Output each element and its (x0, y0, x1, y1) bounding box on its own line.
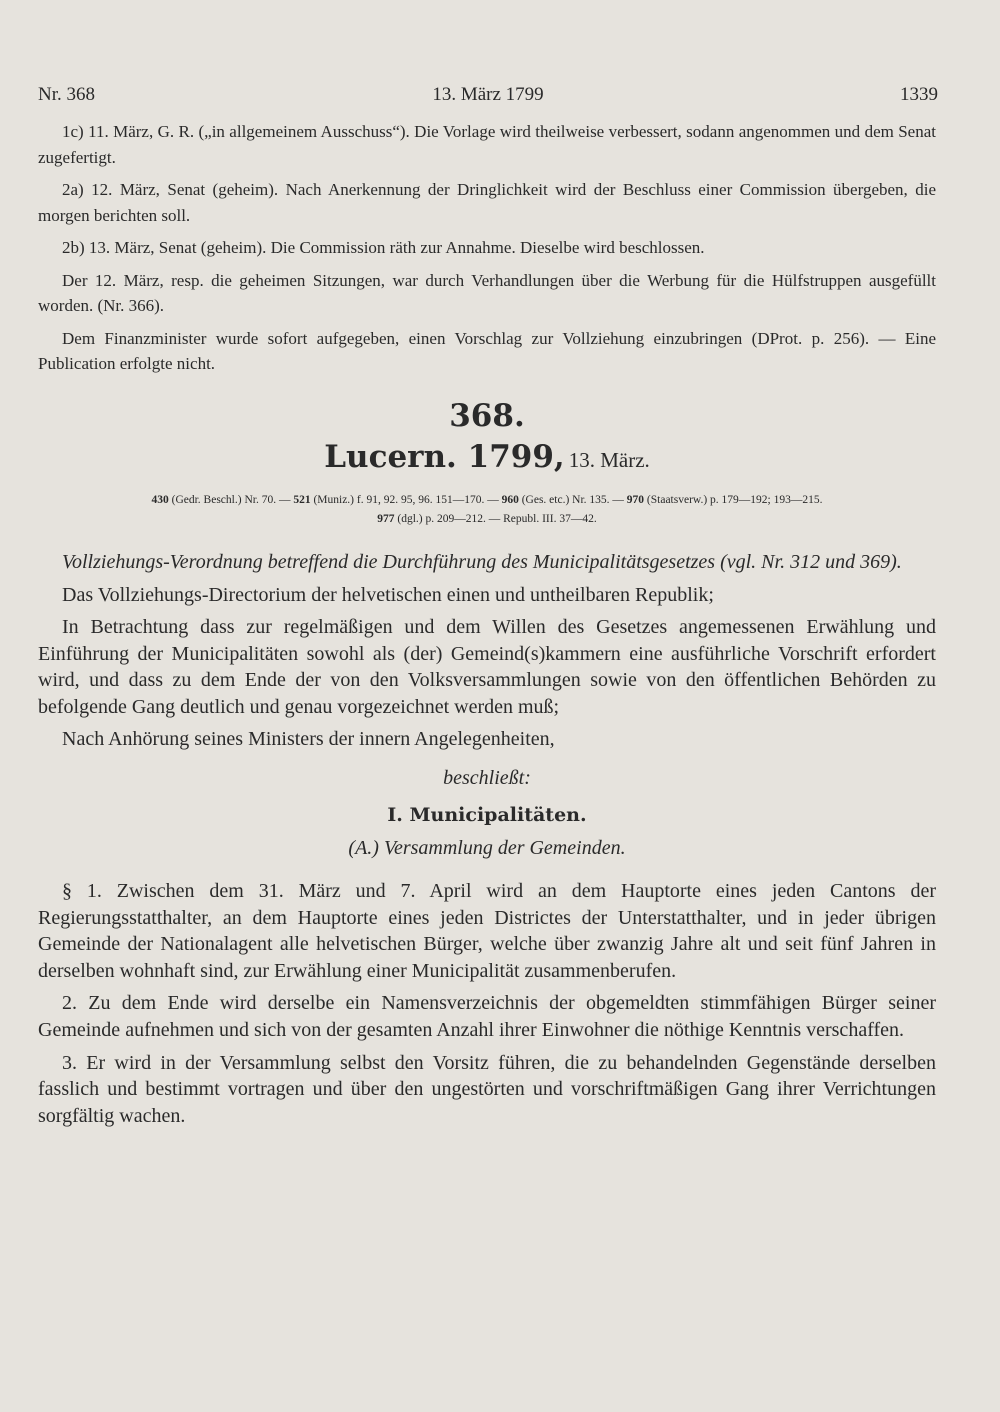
source-text: (Ges. etc.) Nr. 135. — (521, 493, 624, 506)
source-number: 970 (626, 493, 645, 506)
document-number: 368. (449, 397, 525, 434)
page-body (38, 119, 936, 1135)
resolves-heading: beschließt: (443, 767, 531, 790)
preamble-paragraph: 2a) 12. März, Senat (geheim). Nach Anerkennung der Dringlichkeit wird der Beschluss einer Commission übergeben, die morgen berichten soll. (38, 180, 936, 225)
source-text: (Staatsverw.) p. 179—192; 193—215. (646, 493, 823, 506)
section-heading: I. Municipalitäten. (387, 804, 587, 827)
source-line (38, 510, 936, 529)
running-header (38, 84, 938, 110)
body-paragraph: In Betrachtung dass zur regelmäßigen und dem Willen des Gesetzes angemessenen Erwählung und Einführung der Municipalitäten sowohl als (der) Gemeind(s)kammern eine ausführliche Vorschrift erfordert wird, und dass zu dem Ende der von den Volksversammlungen sowie von den öffentlichen Behörden zu befolgende Gang deutlich und genau vorgezeichnet werden muß; (38, 616, 936, 718)
source-number: 977 (377, 512, 395, 525)
subsection-heading: (A.) Versammlung der Gemeinden. (348, 837, 626, 860)
document-place-date (38, 438, 936, 482)
preamble-paragraph: 2b) 13. März, Senat (geheim). Die Commission räth zur Annahme. Dieselbe wird beschlossen. (62, 238, 705, 257)
source-number: 521 (293, 493, 311, 506)
source-text: (dgl.) p. 209—212. — Republ. III. 37—42. (397, 512, 597, 525)
body-paragraph: Nach Anhörung seines Ministers der innern Angelegenheiten, (62, 728, 555, 751)
source-text: (Gedr. Beschl.) Nr. 70. — (171, 493, 291, 506)
article-paragraph: 3. Er wird in der Versammlung selbst den Vorsitz führen, die zu behandelnden Gegenstände derselben fasslich und bestimmt vortragen und über den ungestörten und vorschriftmäßigen Gang ihrer Verrichtungen sorgfältig wachen. (38, 1051, 936, 1127)
preamble-paragraph: Der 12. März, resp. die geheimen Sitzungen, war durch Verhandlungen über die Werbung für die Hülfstruppen ausgefüllt worden. (Nr. 366). (38, 270, 936, 315)
header-document-number: Nr. 368 (38, 84, 95, 105)
document-date: 13. März. (568, 447, 650, 472)
source-line (38, 491, 936, 510)
source-references (38, 491, 936, 529)
source-number: 960 (501, 493, 519, 506)
source-number: 430 (151, 493, 169, 506)
body-paragraph: Das Vollziehungs-Directorium der helvetischen einen und untheilbaren Republik; (62, 583, 714, 606)
source-text: (Muniz.) f. 91, 92. 95, 96. 151—170. — (313, 493, 499, 506)
header-page-number: 1339 (900, 84, 938, 105)
header-date: 13. März 1799 (432, 84, 544, 105)
article-paragraph: 2. Zu dem Ende wird derselbe ein Namensverzeichnis der obgemeldten stimmfähigen Bürger seiner Gemeinde aufnehmen und sich von der gesamten Anzahl ihrer Einwohner die nöthige Kenntnis verschaffen. (38, 992, 936, 1042)
document-title: Vollziehungs-Verordnung betreffend die Durchführung des Municipalitätsgesetzes (vgl. Nr. 312 und 369). (62, 550, 902, 573)
preamble-paragraph: Dem Finanzminister wurde sofort aufgegeben, einen Vorschlag zur Vollziehung einzubringen (DProt. p. 256). — Eine Publication erfolgte nicht. (38, 328, 936, 373)
article-paragraph: § 1. Zwischen dem 31. März und 7. April wird an dem Hauptorte eines jeden Cantons der Regierungsstatthalter, an dem Hauptorte eines jeden Districtes der Unterstatthalter, und in jeder übrigen Gemeinde der Nationalagent alle helvetischen Bürger, welche über zwanzig Jahre alt und seit fünf Jahren in derselben wohnhaft sind, zur Erwählung einer Municipalität zusammenberufen. (38, 880, 936, 982)
preamble-paragraph: 1c) 11. März, G. R. („in allgemeinem Ausschuss“). Die Vorlage wird theilweise verbessert, sodann angenommen und dem Senat zugefertigt. (38, 122, 936, 167)
document-place: Lucern. 1799, (324, 438, 565, 475)
